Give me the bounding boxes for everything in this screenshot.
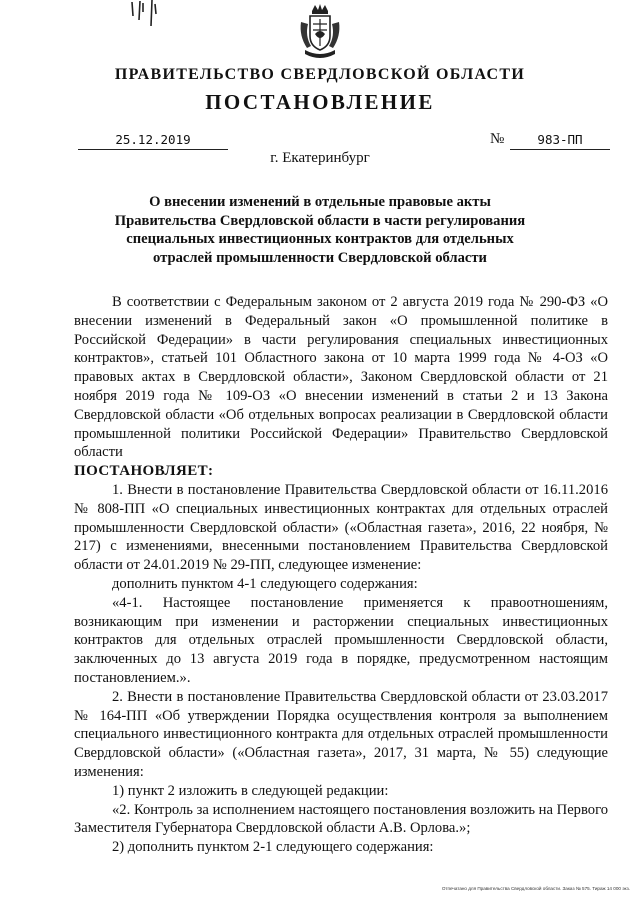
- decree-number: 983-ПП: [510, 132, 610, 150]
- number-label: №: [490, 131, 505, 147]
- item-1-quote: «4-1. Настоящее постановление применяется к правоотношениям, возникающим при изменении и расторжении специальных инвестиционных контрактов для отдельных отраслей промышленности Свердловской области, заключенных до 13 августа 2019 года в порядке, предусмотренном настоящим постановлением.».: [74, 594, 608, 686]
- item-1-paragraph: 1. Внести в постановление Правительства Свердловской области от 16.11.2016 № 808-ПП «О специальных инвестиционных контрактах для отдельных отраслей промышленности Свердловской области» («Областная газета», 2016, 22 ноября, № 217) с изменениями, внесенными постановлением Правительства Свердловской области от 24.01.2019 № 29-ПП, следующее изменение:: [74, 481, 608, 574]
- resolves-heading: ПОСТАНОВЛЯЕТ:: [74, 463, 214, 480]
- handwritten-mark: [126, 0, 166, 28]
- item-2-sub-1-quote: «2. Контроль за исполнением настоящего постановления возложить на Первого Заместителя Губернатора Свердловской области А.В. Орлова.»;: [74, 801, 608, 837]
- preamble-paragraph: В соответствии с Федеральным законом от 2 августа 2019 года № 290-ФЗ «О внесении изменений в Федеральный закон «О промышленной политике в Российской Федерации» в части регулирования специальных инвестиционных контрактов», статьей 101 Областного закона от 10 марта 1999 года № 4-ОЗ «О правовых актах в Свердловской области», Законом Свердловской области от 21 ноября 2019 года № 109-ОЗ «О внесении изменений в статьи 2 и 13 Закона Свердловской области «Об отдельных вопросах реализации в Свердловской области промышленной политики Российской Федерации» Правительство Свердловской области: [74, 294, 608, 461]
- item-2-paragraph: 2. Внести в постановление Правительства Свердловской области от 23.03.2017 № 164-ПП «Об утверждении Порядка осуществления контроля за выполнением специального инвестиционного контракта для отдельных отраслей промышленности Свердловской области» («Областная газета», 2017, 31 марта, № 55) следующие изменения:: [74, 688, 608, 780]
- decree-body: [74, 293, 608, 857]
- decree-date: 25.12.2019: [78, 132, 228, 150]
- item-1-instruction: дополнить пунктом 4-1 следующего содержания:: [112, 575, 418, 592]
- item-2-sub-2: 2) дополнить пунктом 2-1 следующего содержания:: [112, 839, 434, 856]
- government-name: ПРАВИТЕЛЬСТВО СВЕРДЛОВСКОЙ ОБЛАСТИ: [114, 66, 526, 83]
- decree-title: О внесении изменений в отдельные правовые акты Правительства Свердловской области в части регулирования специальных инвестиционных контрактов для отдельных отраслей промышленности Свердловской области: [114, 194, 526, 267]
- document-type: ПОСТАНОВЛЕНИЕ: [205, 90, 435, 114]
- print-footer: Отпечатано для Правительства Свердловской области. Заказ № 575. Тираж 14 000 экз.: [441, 886, 630, 891]
- item-2-sub-1: 1) пункт 2 изложить в следующей редакции:: [112, 782, 389, 799]
- coat-of-arms-emblem: [297, 2, 343, 62]
- city: г. Екатеринбург: [270, 150, 370, 166]
